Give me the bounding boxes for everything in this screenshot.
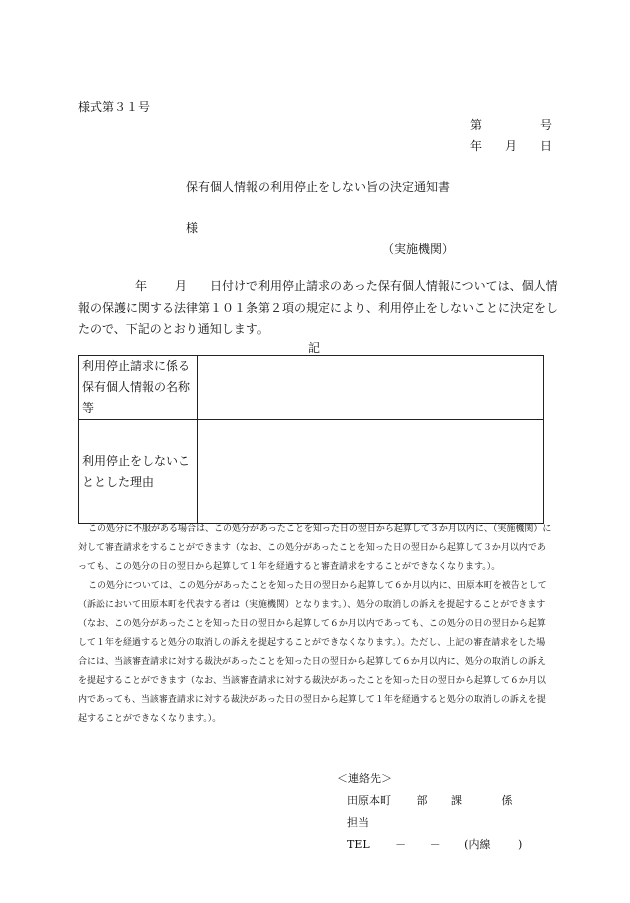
contact-town: 田原本町 <box>347 794 391 807</box>
note-1: この処分に不服がある場合は、この処分があったことを知った日の翌日から起算して３か月以内に、（実施機関）に対して審査請求をすることができます（なお、この処分があったことを知った日の翌日から起算して３か月以内であっても、この処分の日の翌日から起算して１年を経過すると審査請求をすることができなくなります。）。 <box>78 524 552 572</box>
contact-tanto: 担当 <box>347 816 369 829</box>
contact-kakari: 係 <box>501 794 513 807</box>
contact-dash-1: － <box>395 838 407 851</box>
contact-naisen: (内線 <box>464 838 491 851</box>
document-title: 保有個人情報の利用停止をしない旨の決定通知書 <box>186 180 451 194</box>
record-table <box>78 355 544 524</box>
date-year: 年 <box>470 139 483 153</box>
notes <box>78 520 554 729</box>
body-line1: 日付けで利用停止請求のあった保有個人情報については、個人情 <box>210 279 558 293</box>
contact-tanto-row <box>347 812 522 834</box>
note-2: この処分については、この処分があったことを知った日の翌日から起算して６か月以内に、田原本町を被告として（訴訟において田原本町を代表する者は（実施機関）となります。）、処分の取消しの訴えを提起することができます（なお、この処分があったことを知った日の翌日から起算して６か月以内であっても、この処分の日の翌日から起算して１年を経過すると処分の取消しの訴えを提起することができなくなります。）。ただし、上記の審査請求をした場合には、当該審査請求に対する裁決があったことを知った日の翌日から起算して６か月以内に、処分の取消しの訴えを提起することができます（なお、当該審査請求に対する裁決があったことを知った日の翌日から起算して６か月以内であっても、当該審査請求に対する裁決があった日の翌日から起算して１年を経過すると処分の取消しの訴えを提起することができなくなります。）。 <box>78 581 547 724</box>
date-day: 日 <box>540 139 553 153</box>
contact-heading-text: ＜連絡先＞ <box>337 772 392 785</box>
body-year: 年 <box>135 279 148 293</box>
row1-label: 利用停止請求に係る保有個人情報の名称等 <box>79 356 198 420</box>
addressee: 様 <box>186 221 199 235</box>
issuer: （実施機関） <box>382 242 455 256</box>
contact-close: ) <box>517 838 523 851</box>
ki-heading: 記 <box>308 341 321 355</box>
date-month: 月 <box>505 139 518 153</box>
body-line2: 報の保護に関する法律第１０１条第２項の規定により、利用停止をしないことに決定をし <box>78 301 559 315</box>
row2-value <box>198 420 544 524</box>
contact-block <box>337 768 523 856</box>
contact-tel-row <box>347 834 522 856</box>
doc-number-go: 号 <box>540 118 553 132</box>
contact-ka: 課 <box>451 794 462 807</box>
contact-heading <box>337 768 522 790</box>
row1-value <box>198 356 544 420</box>
contact-tel-label: TEL <box>347 838 370 851</box>
contact-dept-row <box>347 790 522 812</box>
body-month: 月 <box>175 279 188 293</box>
body-line3: たので、下記のとおり通知します。 <box>78 322 269 336</box>
form-number: 様式第３１号 <box>78 100 151 114</box>
row2-label: 利用停止をしないこととした理由 <box>79 420 198 524</box>
contact-bu: 部 <box>416 794 428 807</box>
doc-number-dai: 第 <box>470 118 483 132</box>
contact-dash-2: － <box>429 838 441 851</box>
